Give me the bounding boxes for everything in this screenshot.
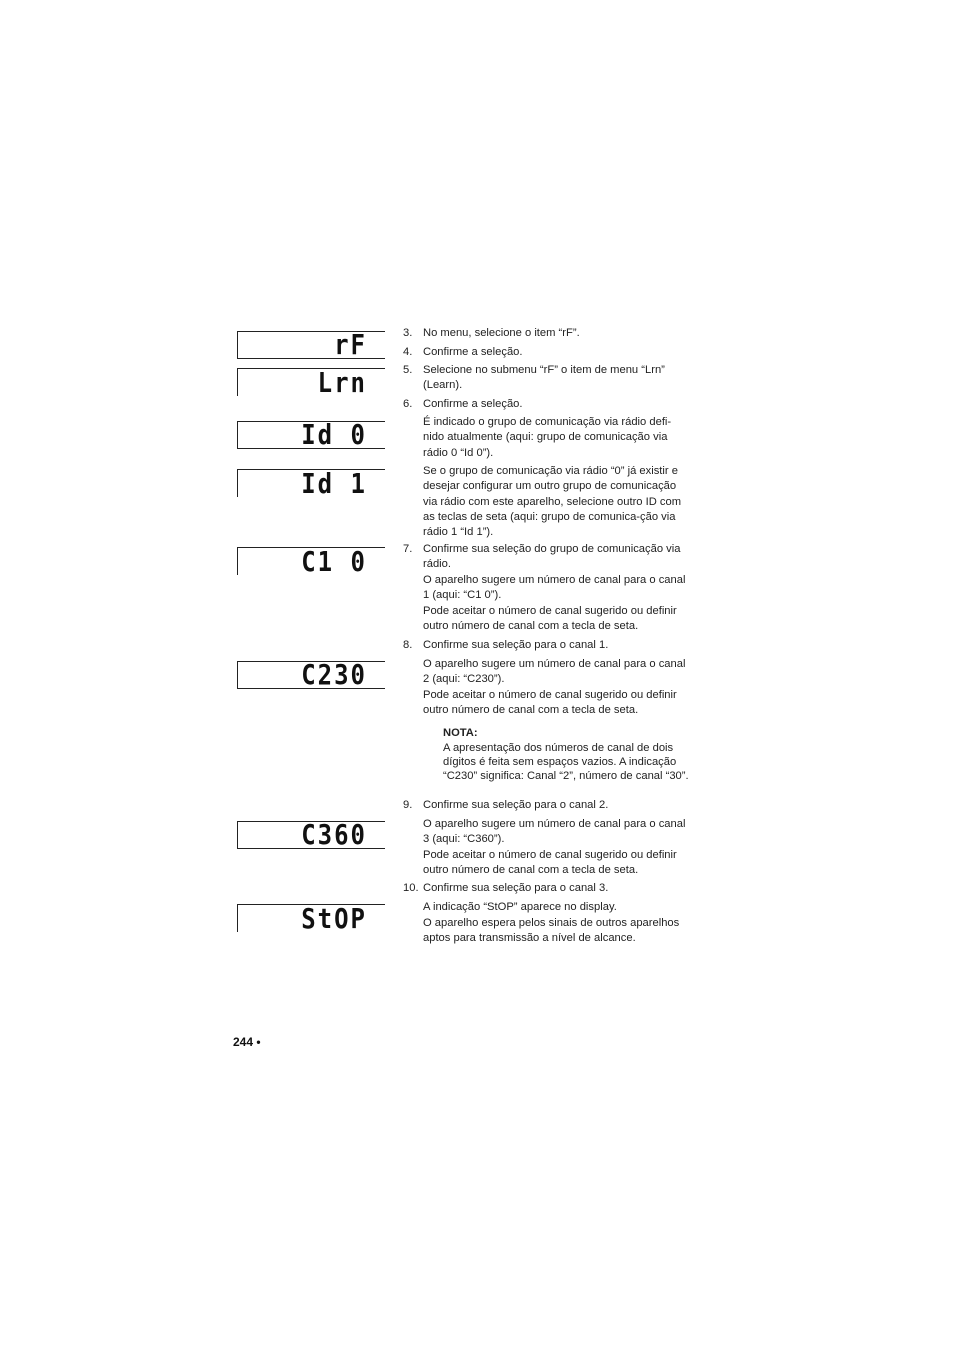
step-number: 9. [403, 799, 413, 811]
step-number: 7. [403, 543, 413, 555]
step-detail: Pode aceitar o número de canal sugerido ou definir outro número de canal com a tecla de seta. [423, 849, 677, 877]
note-text: A apresentação dos números de canal de dois dígitos é feita sem espaços vazios. A indicação “C230” significa: Canal “2”, número de canal “30”. [443, 742, 689, 782]
step-number: 10. [403, 882, 419, 894]
page-number: 244 • [233, 1035, 261, 1049]
lcd-text: StOP [301, 902, 367, 935]
step-detail: Pode aceitar o número de canal sugerido ou definir outro número de canal com a tecla de seta. [423, 689, 677, 717]
step-text: Confirme sua seleção para o canal 1. [423, 639, 609, 651]
lcd-display-id1 [237, 467, 385, 500]
step-text: Confirme a seleção. [423, 346, 523, 358]
step-detail: O aparelho sugere um número de canal para o canal 1 (aqui: “C1 0”). [423, 574, 686, 602]
step-detail: Pode aceitar o número de canal sugerido ou definir outro número de canal com a tecla de seta. [423, 605, 677, 633]
lcd-display-c10 [237, 545, 385, 578]
lcd-display-c360 [237, 818, 385, 852]
step-number: 5. [403, 364, 413, 376]
step-detail: A indicação “StOP” aparece no display. [423, 901, 617, 913]
lcd-text: C230 [301, 658, 367, 692]
step-number: 6. [403, 398, 413, 410]
step-text: Confirme a seleção. [423, 398, 523, 410]
step-text: Confirme sua seleção para o canal 3. [423, 882, 609, 894]
step-detail: É indicado o grupo de comunicação via rádio defi-nido atualmente (aqui: grupo de comunicação via rádio 0 “Id 0”). [423, 416, 672, 459]
lcd-text: C360 [301, 818, 367, 852]
lcd-text: Id 0 [301, 418, 367, 452]
step-number: 3. [403, 327, 413, 339]
step-text: Selecione no submenu “rF” o item de menu “Lrn” (Learn). [423, 364, 665, 392]
step-detail: O aparelho espera pelos sinais de outros aparelhos aptos para transmissão a nível de alcance. [423, 917, 680, 945]
step-text: Confirme sua seleção para o canal 2. [423, 799, 609, 811]
step-detail: O aparelho sugere um número de canal para o canal 3 (aqui: “C360”). [423, 818, 686, 846]
lcd-display-c230 [237, 658, 385, 692]
step-number: 8. [403, 639, 413, 651]
lcd-display-stop [237, 902, 385, 935]
step-text: No menu, selecione o item “rF”. [423, 327, 580, 339]
lcd-text: rF [334, 328, 367, 362]
step-text: Confirme sua seleção do grupo de comunicação via rádio. [423, 543, 681, 571]
lcd-text: C1 0 [301, 545, 367, 578]
note-title: NOTA: [443, 727, 478, 739]
step-detail: O aparelho sugere um número de canal para o canal 2 (aqui: “C230”). [423, 658, 686, 686]
step-number: 4. [403, 346, 413, 358]
lcd-text: Lrn [317, 366, 367, 399]
step-detail: Se o grupo de comunicação via rádio “0” já existir e desejar configurar um outro grupo de comunicação via rádio com este aparelho, selecione outro ID com as teclas de seta (aqui: grupo de comunica-ção via rádio 1 “Id 1”). [423, 465, 682, 539]
lcd-text: Id 1 [301, 467, 367, 500]
note-box [443, 726, 693, 783]
lcd-display-rf [237, 328, 385, 362]
lcd-display-id0 [237, 418, 385, 452]
lcd-display-lrn [237, 366, 385, 399]
